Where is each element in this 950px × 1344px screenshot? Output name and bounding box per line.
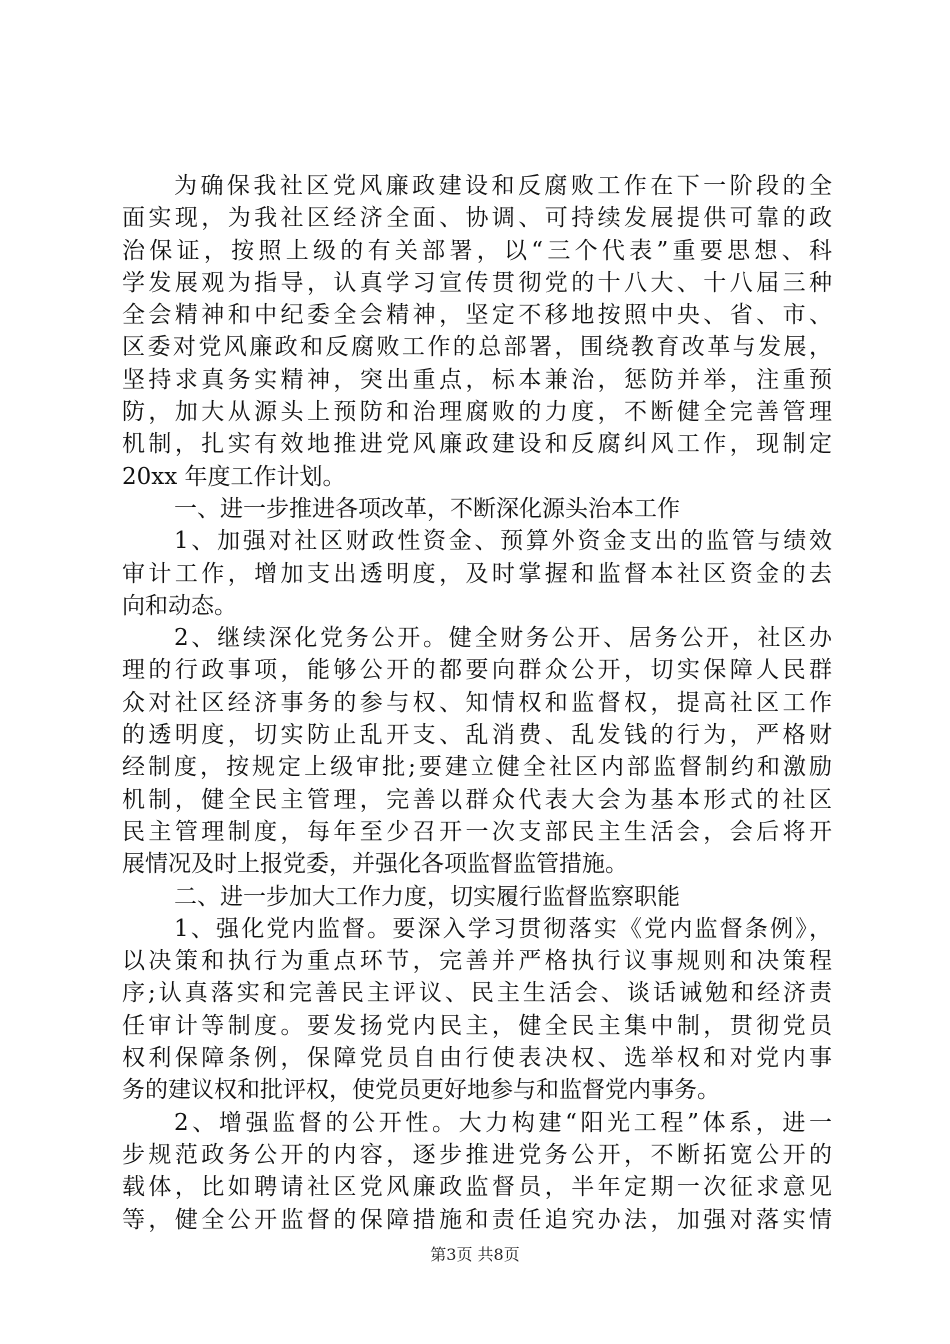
text-line: 坚持求真务实精神，突出重点，标本兼治，惩防并举，注重预 xyxy=(122,366,832,393)
text-line: 区委对党风廉政和反腐败工作的总部署，围绕教育改革与发展， xyxy=(122,334,832,361)
body-text xyxy=(122,170,832,1236)
text-line: 机制，健全民主管理，完善以群众代表大会为基本形式的社区 xyxy=(122,786,832,813)
text-line: 民主管理制度，每年至少召开一次支部民主生活会，会后将开 xyxy=(122,818,832,845)
text-line: 机制，扎实有效地推进党风廉政建设和反腐纠风工作，现制定 xyxy=(122,431,832,458)
text-line: 治保证，按照上级的有关部署，以“三个代表”重要思想、科 xyxy=(122,237,832,264)
page-footer: 第3页 共8页 xyxy=(430,1245,520,1264)
text-line: 全会精神和中纪委全会精神，坚定不移地按照中央、省、市、 xyxy=(122,302,832,329)
text-line: 一、进一步推进各项改革，不断深化源头治本工作 xyxy=(174,495,680,522)
text-line: 载体，比如聘请社区党风廉政监督员，半年定期一次征求意见 xyxy=(122,1174,832,1201)
text-line: 以决策和执行为重点环节，完善并严格执行议事规则和决策程 xyxy=(122,948,832,975)
text-line: 20xx 年度工作计划。 xyxy=(122,463,346,490)
text-line: 展情况及时上报党委，并强化各项监督监管措施。 xyxy=(122,851,628,878)
text-line: 面实现，为我社区经济全面、协调、可持续发展提供可靠的政 xyxy=(122,205,832,232)
text-line: 步规范政务公开的内容，逐步推进党务公开，不断拓宽公开的 xyxy=(122,1141,832,1168)
text-line: 经制度，按规定上级审批;要建立健全社区内部监督制约和激励 xyxy=(122,754,832,781)
text-line: 学发展观为指导，认真学习宣传贯彻党的十八大、十八届三种 xyxy=(122,269,832,296)
text-line: 理的行政事项，能够公开的都要向群众公开，切实保障人民群 xyxy=(122,657,832,684)
text-line: 众对社区经济事务的参与权、知情权和监督权，提高社区工作 xyxy=(122,689,832,716)
text-line: 2、继续深化党务公开。健全财务公开、居务公开，社区办 xyxy=(174,625,832,652)
text-line: 1、强化党内监督。要深入学习贯彻落实《党内监督条例》， xyxy=(174,915,832,942)
text-line: 审计工作，增加支出透明度，及时掌握和监督本社区资金的去 xyxy=(122,560,832,587)
text-line: 向和动态。 xyxy=(122,592,237,619)
text-line: 的透明度，切实防止乱开支、乱消费、乱发钱的行为，严格财 xyxy=(122,722,832,749)
text-line: 1、加强对社区财政性资金、预算外资金支出的监管与绩效 xyxy=(174,528,832,555)
text-line: 2、增强监督的公开性。大力构建“阳光工程”体系，进一 xyxy=(174,1109,832,1136)
text-line: 等，健全公开监督的保障措施和责任追究办法，加强对落实情 xyxy=(122,1206,832,1233)
text-line: 任审计等制度。要发扬党内民主，健全民主集中制，贯彻党员 xyxy=(122,1012,832,1039)
text-line: 序;认真落实和完善民主评议、民主生活会、谈话诫勉和经济责 xyxy=(122,980,832,1007)
text-line: 务的建议权和批评权，使党员更好地参与和监督党内事务。 xyxy=(122,1077,720,1104)
text-line: 二、进一步加大工作力度，切实履行监督监察职能 xyxy=(174,883,680,910)
text-line: 权利保障条例，保障党员自由行使表决权、选举权和对党内事 xyxy=(122,1045,832,1072)
text-line: 为确保我社区党风廉政建设和反腐败工作在下一阶段的全 xyxy=(174,173,832,199)
text-line: 防，加大从源头上预防和治理腐败的力度，不断健全完善管理 xyxy=(122,399,832,426)
